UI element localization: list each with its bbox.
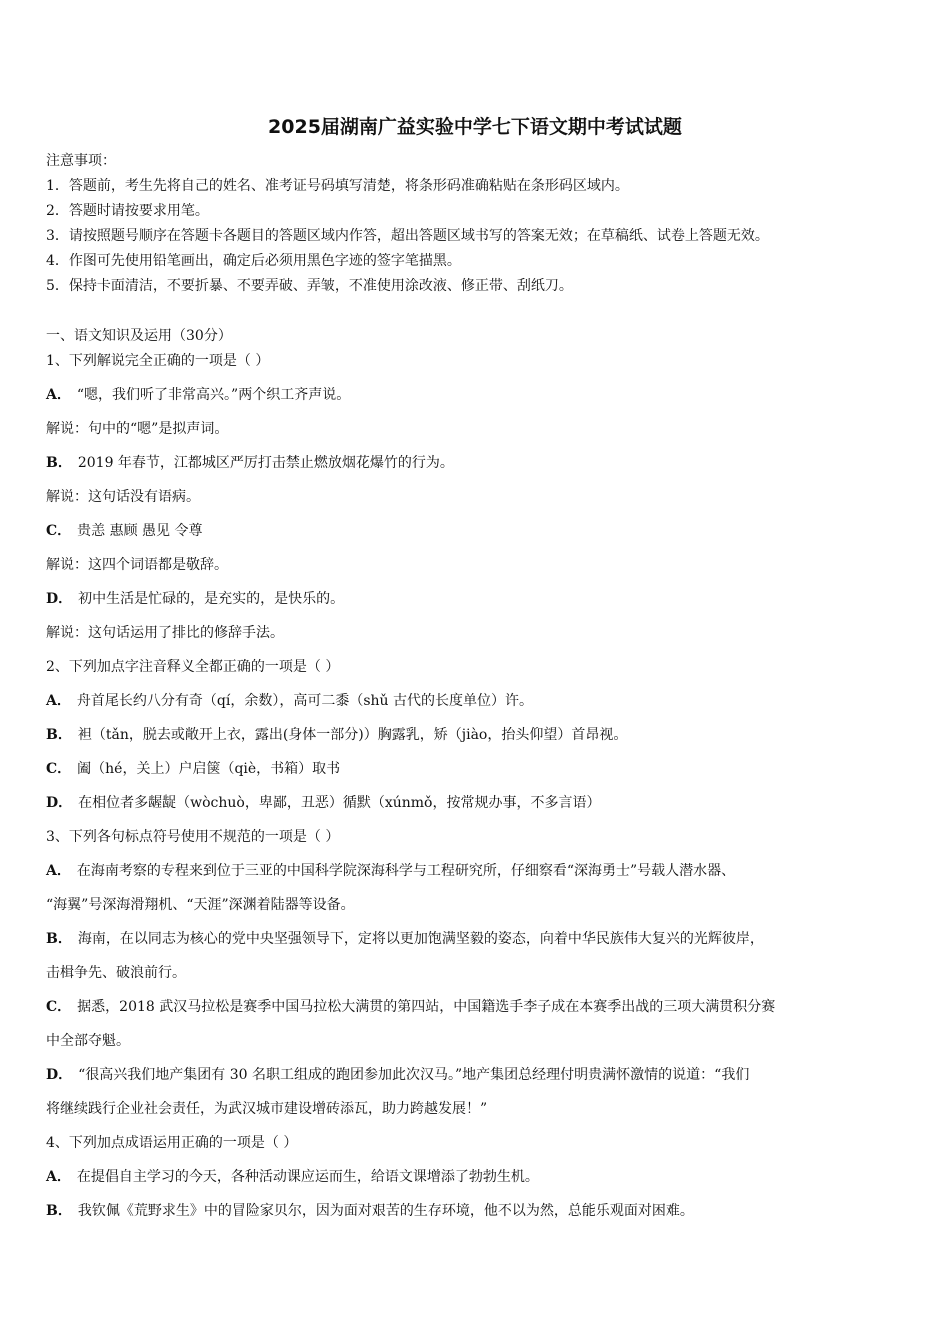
text-line (46, 1167, 916, 1201)
note-item: 2．答题时请按要求用笔。 (46, 203, 209, 219)
text-line (46, 1201, 916, 1235)
text-line (46, 929, 916, 963)
option-label: D． (46, 591, 73, 607)
option-label: C． (46, 523, 72, 539)
document-title: 2025届湖南广益实验中学七下语文期中考试试题 (268, 116, 682, 138)
text-line (46, 691, 916, 725)
line-text: 将继续践行企业社会责任，为武汉城市建设增砖添瓦，助力跨越发展！” (46, 1101, 488, 1117)
line-text: 解说：这句话运用了排比的修辞手法。 (46, 625, 284, 641)
section-heading: 一、语文知识及运用（30分） (46, 328, 232, 344)
line-text: 我钦佩《荒野求生》中的冒险家贝尔，因为面对艰苦的生存环境，他不以为然，总能乐观面对困难。 (77, 1203, 694, 1219)
note-item: 1．答题前，考生先将自己的姓名、准考证号码填写清楚，将条形码准确粘贴在条形码区域内。 (46, 178, 629, 194)
line-text: 在海南考察的专程来到位于三亚的中国科学院深海科学与工程研究所，仔细察看“深海勇士”号载人潜水器、 (76, 863, 736, 879)
text-line (46, 725, 916, 759)
text-line (46, 827, 916, 861)
line-text: 解说：这句话没有语病。 (46, 489, 200, 505)
option-label: B． (46, 727, 72, 743)
note-item: 3．请按照题号顺序在答题卡各题目的答题区域内作答，超出答题区域书写的答案无效；在草稿纸、试卷上答题无效。 (46, 228, 769, 244)
notes-heading: 注意事项： (46, 153, 116, 169)
line-text: 1、下列解说完全正确的一项是（ ） (46, 353, 270, 369)
text-line (46, 895, 916, 929)
text-line (46, 759, 916, 793)
text-line (46, 555, 916, 589)
line-text: 4、下列加点成语运用正确的一项是（ ） (46, 1135, 298, 1151)
text-line (46, 657, 916, 691)
text-line (46, 1099, 916, 1133)
text-line (46, 1031, 916, 1065)
line-text: 解说：句中的“嗯”是拟声词。 (46, 421, 229, 437)
text-line (46, 589, 916, 623)
option-label: C． (46, 761, 72, 777)
text-line (46, 963, 916, 997)
line-text: “海翼”号深海滑翔机、“天涯”深渊着陆器等设备。 (46, 897, 355, 913)
option-label: D． (46, 1067, 73, 1083)
line-text: 舟首尾长约八分有奇（qí，余数），高可二黍（shǔ 古代的长度单位）许。 (76, 693, 533, 709)
line-text: “很高兴我们地产集团有 30 名职工组成的跑团参加此次汉马。”地产集团总经理付明贵满怀激情的说道：“我们 (78, 1067, 750, 1083)
question-body (46, 326, 916, 1235)
text-line (46, 997, 916, 1031)
text-line (46, 419, 916, 453)
option-label: C． (46, 999, 72, 1015)
line-text: 在提倡自主学习的今天，各种活动课应运而生，给语文课增添了勃勃生机。 (76, 1169, 539, 1185)
option-label: B． (46, 1203, 72, 1219)
line-text: “嗯，我们听了非常高兴。”两个织工齐声说。 (76, 387, 351, 403)
text-line (46, 793, 916, 827)
line-text: 击楫争先、破浪前行。 (46, 965, 186, 981)
line-text: 2019 年春节，江都城区严厉打击禁止燃放烟花爆竹的行为。 (77, 455, 454, 471)
note-item: 5．保持卡面清洁，不要折暴、不要弄破、弄皱，不准使用涂改液、修正带、刮纸刀。 (46, 278, 573, 294)
line-text: 在相位者多龌龊（wòchuò，卑鄙，丑恶）循默（xúnmǒ，按常规办事，不多言语） (78, 795, 601, 811)
text-line (46, 487, 916, 521)
option-label: A． (46, 1169, 71, 1185)
text-line (46, 1133, 916, 1167)
text-line (46, 623, 916, 657)
option-label: A． (46, 863, 71, 879)
line-text: 解说：这四个词语都是敬辞。 (46, 557, 228, 573)
option-label: D． (46, 795, 73, 811)
text-line (46, 1065, 916, 1099)
option-label: B． (46, 931, 72, 947)
text-line (46, 351, 916, 385)
option-label: A． (46, 693, 71, 709)
line-text: 3、下列各句标点符号使用不规范的一项是（ ） (46, 829, 340, 845)
line-text: 2、下列加点字注音释义全都正确的一项是（ ） (46, 659, 340, 675)
option-label: A． (46, 387, 71, 403)
line-text: 据悉，2018 武汉马拉松是赛季中国马拉松大满贯的第四站，中国籍选手李子成在本赛季出战的三项大满贯积分赛 (77, 999, 776, 1015)
notes-block (46, 151, 769, 294)
line-text: 初中生活是忙碌的，是充实的，是快乐的。 (78, 591, 345, 607)
line-text: 袒（tǎn，脱去或敞开上衣，露出(身体一部分)）胸露乳，矫（jiào，抬头仰望）首昂视。 (77, 727, 628, 743)
note-item: 4．作图可先使用铅笔画出，确定后必须用黑色字迹的签字笔描黑。 (46, 253, 461, 269)
option-label: B． (46, 455, 72, 471)
text-line (46, 521, 916, 555)
text-line (46, 861, 916, 895)
line-text: 贵恙 惠顾 愚见 令尊 (77, 523, 203, 539)
line-text: 阖（hé，关上）户启箧（qiè，书箱）取书 (77, 761, 341, 777)
line-text: 海南，在以同志为核心的党中央坚强领导下，定将以更加饱满坚毅的姿态，向着中华民族伟大复兴的光辉彼岸， (77, 931, 764, 947)
text-line (46, 385, 916, 419)
line-text: 中全部夺魁。 (46, 1033, 130, 1049)
text-line (46, 453, 916, 487)
